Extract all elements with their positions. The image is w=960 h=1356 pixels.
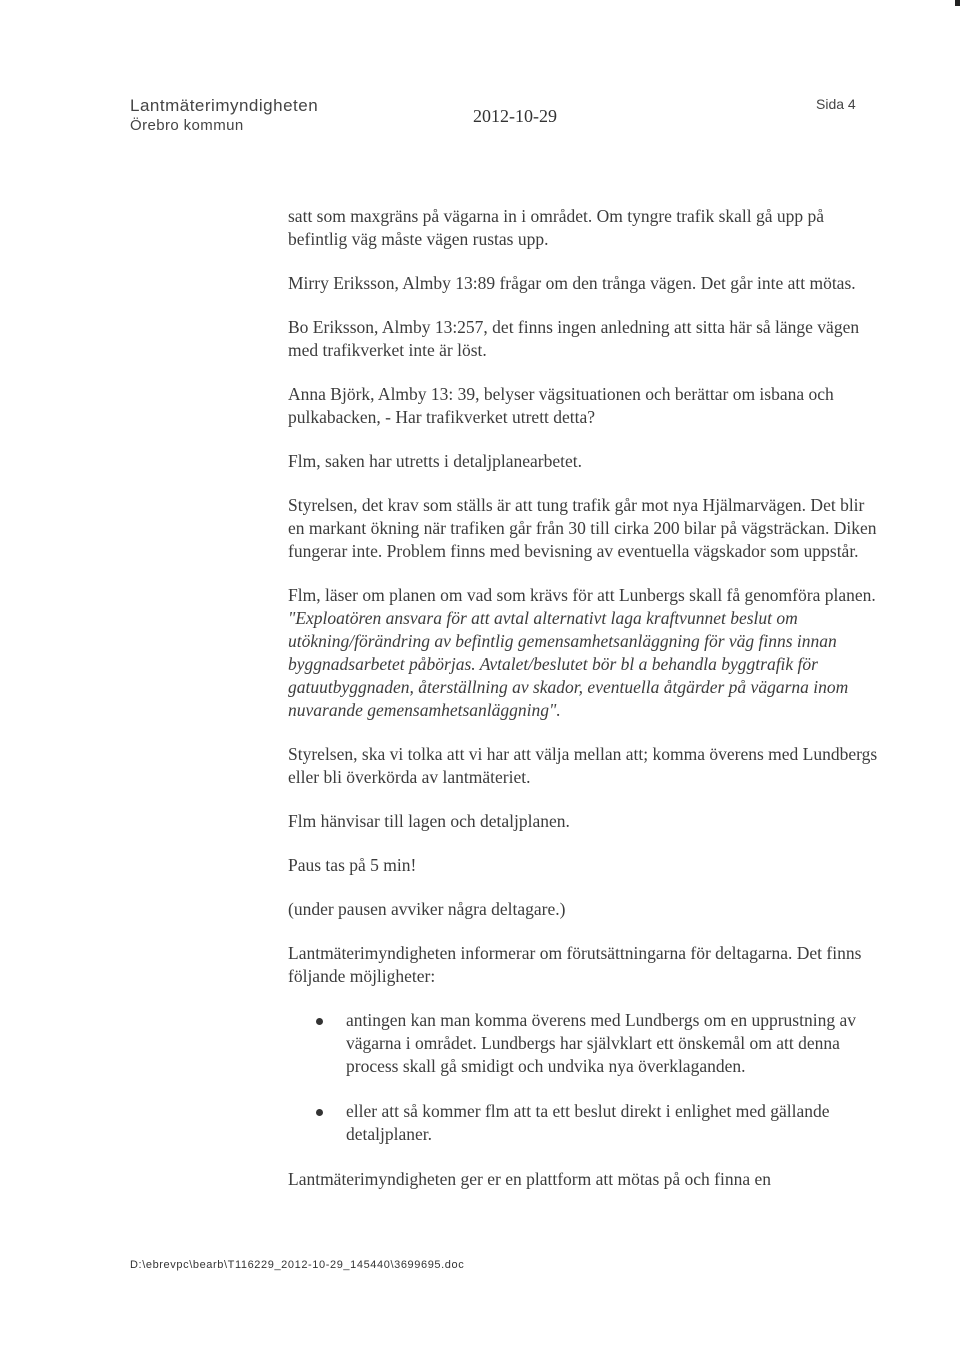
- bullet-icon: [316, 1109, 323, 1116]
- paragraph: Styrelsen, ska vi tolka att vi har att välja mellan att; komma överens med Lundbergs eller bli överkörda av lantmäteriet.: [288, 744, 878, 787]
- quoted-plan-text: "Exploatören ansvara för att avtal alternativt laga kraftvunnet beslut om utökning/förändring av befintlig gemensamhetsanläggning för väg finns innan byggnadsarbetet påbörjas. Avtalet/beslutet bör bl a behandla byggtrafik för gatuutbyggnaden, återställning av skador, eventuella åtgärder på vägarna inom nuvarande gemensamhetsanläggning".: [288, 608, 849, 720]
- options-list: [288, 1009, 878, 1146]
- paragraph-with-quote: [288, 584, 878, 722]
- paragraph: Lantmäterimyndigheten ger er en plattform att mötas på och finna en: [288, 1169, 772, 1189]
- list-item: [288, 1100, 878, 1146]
- paragraph: satt som maxgräns på vägarna in i området. Om tyngre trafik skall gå upp på befintlig väg måste vägen rustas upp.: [288, 206, 825, 249]
- page-number: Sida 4: [816, 96, 856, 112]
- paragraph: Mirry Eriksson, Almby 13:89 frågar om den trånga vägen. Det går inte att mötas.: [288, 273, 856, 293]
- paragraph-intro: Flm, läser om planen om vad som krävs för att Lunbergs skall få genomföra planen.: [288, 585, 876, 605]
- list-item-text: eller att så kommer flm att ta ett beslut direkt i enlighet med gällande detaljplaner.: [346, 1101, 830, 1144]
- paragraph: Paus tas på 5 min!: [288, 855, 417, 875]
- file-path-footer: D:\ebrevpc\bearb\T116229_2012-10-29_145440\3699695.doc: [130, 1259, 465, 1271]
- corner-mark: [955, 0, 960, 6]
- document-date: 2012-10-29: [473, 106, 557, 126]
- paragraph: Bo Eriksson, Almby 13:257, det finns ingen anledning att sitta här så länge vägen med trafikverket inte är löst.: [288, 317, 860, 360]
- paragraph: (under pausen avviker några deltagare.): [288, 899, 566, 919]
- list-item-text: antingen kan man komma överens med Lundbergs om en upprustning av vägarna i området. Lundbergs har självklart ett önskemål om att denna process skall gå smidigt och undvika nya överklaganden.: [346, 1010, 856, 1076]
- municipality-name: Örebro kommun: [130, 117, 244, 134]
- bullet-icon: [316, 1018, 323, 1025]
- paragraph: Lantmäterimyndigheten informerar om förutsättningarna för deltagarna. Det finns följande möjligheter:: [288, 943, 862, 986]
- paragraph: Anna Björk, Almby 13: 39, belyser vägsituationen och berättar om isbana och pulkabacken, - Har trafikverket utrett detta?: [288, 384, 834, 427]
- list-item: [288, 1009, 878, 1078]
- paragraph: Styrelsen, det krav som ställs är att tung trafik går mot nya Hjälmarvägen. Det blir en markant ökning när trafiken går från 30 till cirka 200 bilar på vägsträckan. Diken fungerar inte. Problem finns med bevisning av eventuella vägskador som uppstår.: [288, 495, 877, 561]
- organization-name: Lantmäterimyndigheten: [130, 96, 319, 115]
- page-header-organization: [130, 96, 318, 136]
- paragraph: Flm hänvisar till lagen och detaljplanen.: [288, 811, 570, 831]
- paragraph: Flm, saken har utretts i detaljplanearbetet.: [288, 451, 582, 471]
- document-body: [288, 205, 878, 1212]
